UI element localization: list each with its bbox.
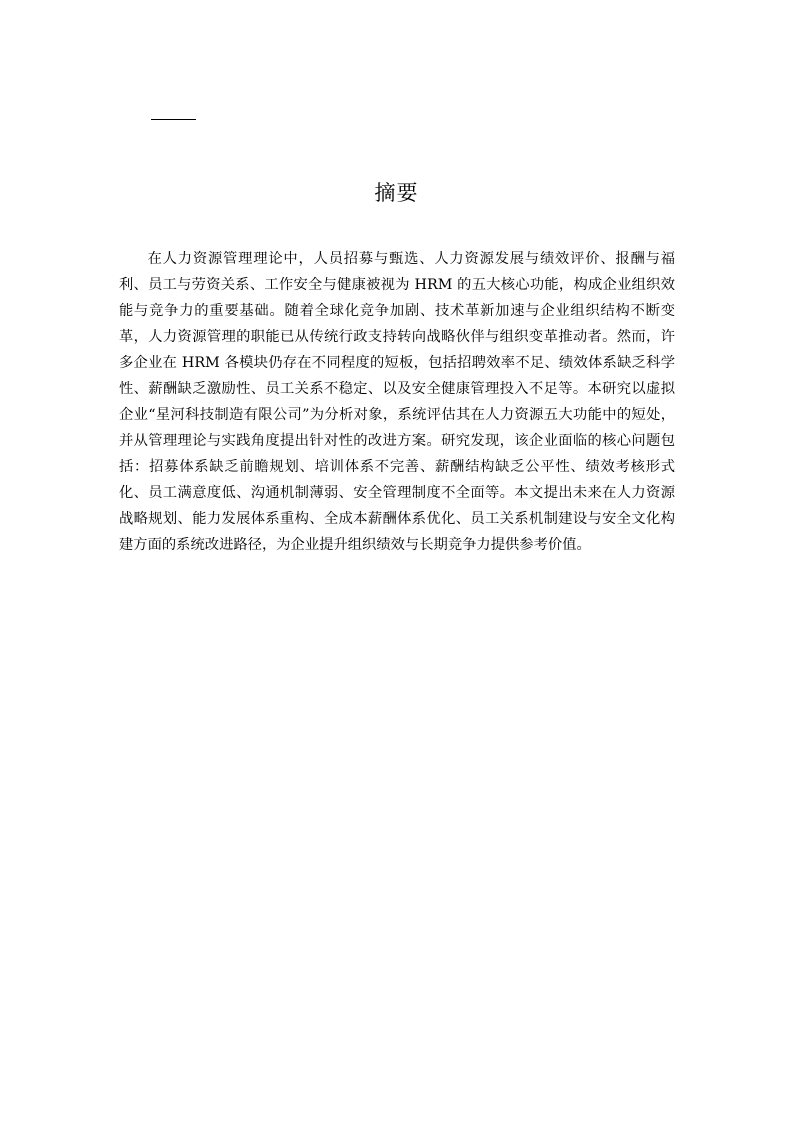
header-rule [151, 119, 196, 120]
page-title: 摘要 [374, 181, 419, 205]
abstract-paragraph: 在人力资源管理理论中，人员招募与甄选、人力资源发展与绩效评价、报酬与福利、员工与劳资关系、工作安全与健康被视为 HRM 的五大核心功能，构成企业组织效能与竞争力的重要基础。随着全球化竞争加剧、技术革新加速与企业组织结构不断变革，人力资源管理的职能已从传统行政支持转向战略伙伴与组织变革推动者。然而，许多企业在 HRM 各模块仍存在不同程度的短板，包括招聘效率不足、绩效体系缺乏科学性、薪酬缺乏激励性、员工关系不稳定、以及安全健康管理投入不足等。本研究以虚拟企业“星河科技制造有限公司”为分析对象，系统评估其在人力资源五大功能中的短处，并从管理理论与实践角度提出针对性的改进方案。研究发现，该企业面临的核心问题包括：招募体系缺乏前瞻规划、培训体系不完善、薪酬结构缺乏公平性、绩效考核形式化、员工满意度低、沟通机制薄弱、安全管理制度不全面等。本文提出未来在人力资源战略规划、能力发展体系重构、全成本薪酬体系优化、员工关系机制建设与安全文化构建方面的系统改进路径，为企业提升组织绩效与长期竞争力提供参考价值。 [119, 251, 675, 553]
